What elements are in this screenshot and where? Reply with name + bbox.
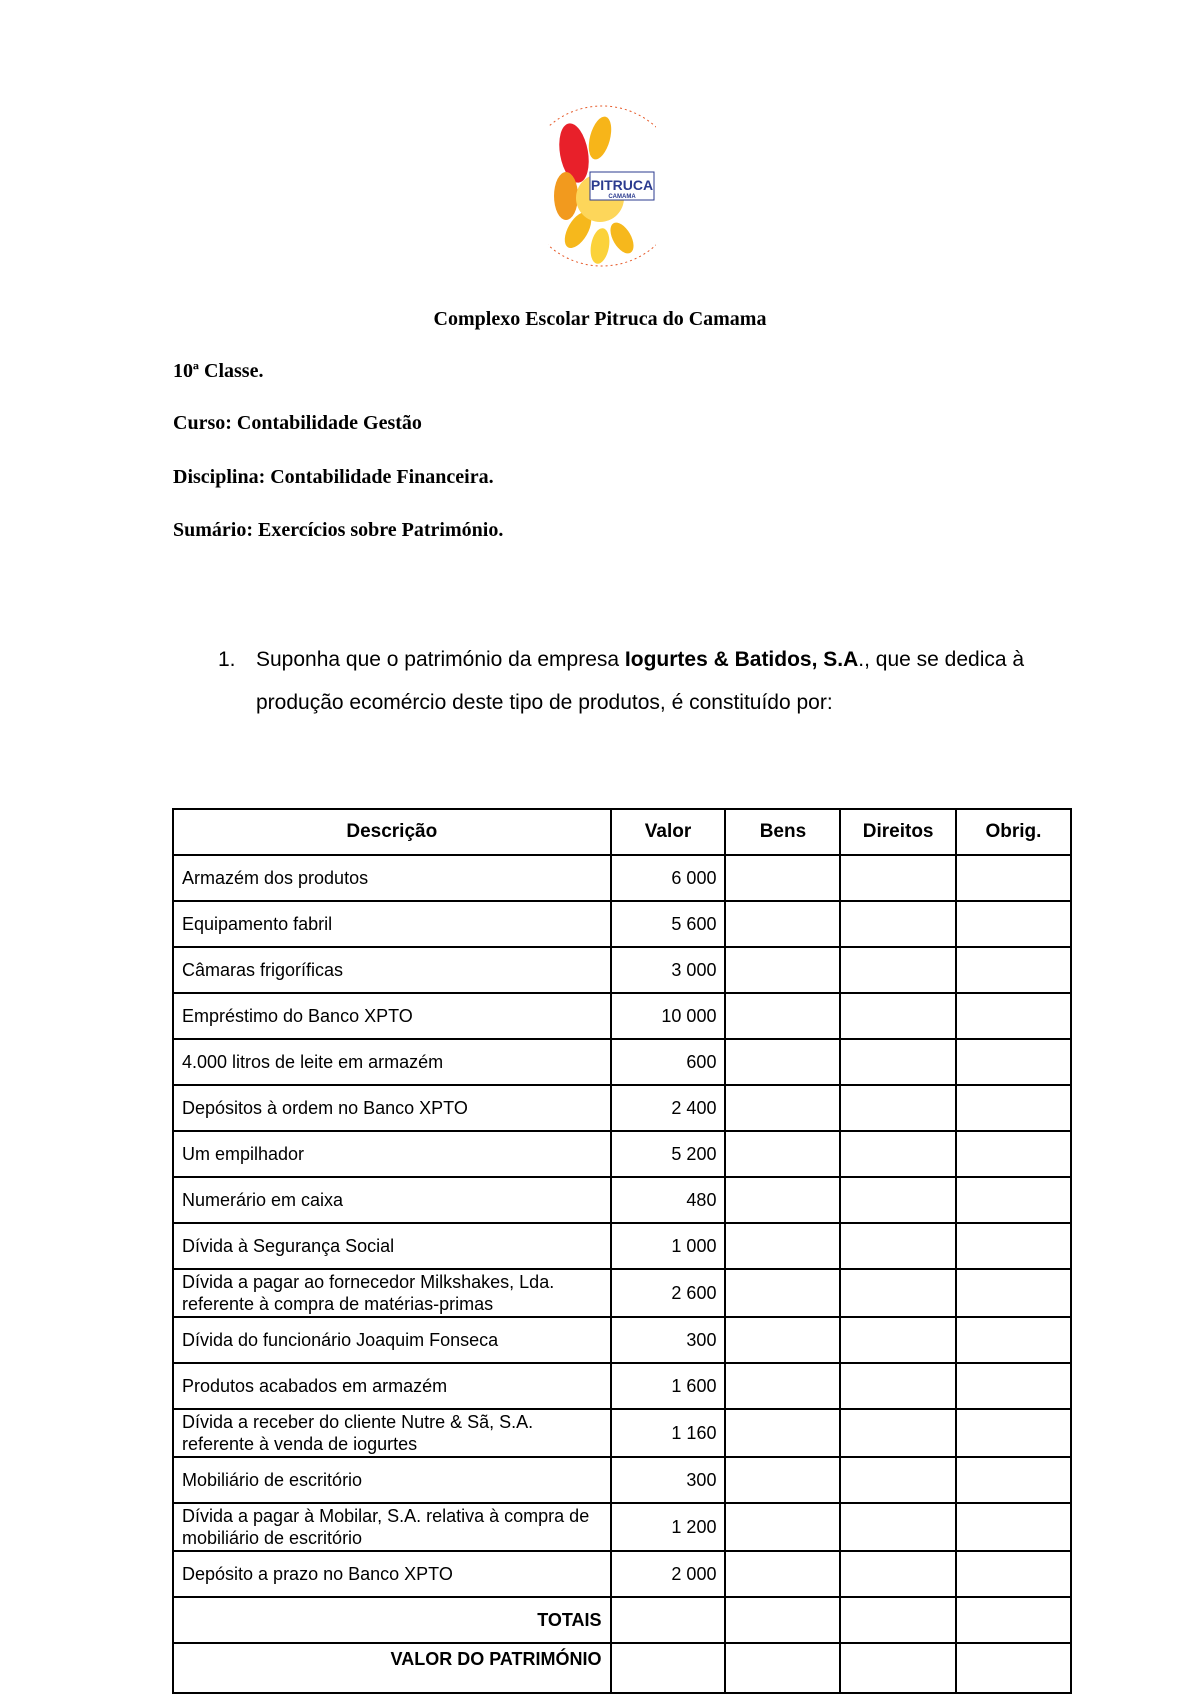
cell-obrig[interactable]	[956, 1177, 1071, 1223]
cell-bens[interactable]	[725, 947, 840, 993]
row-valor: 300	[611, 1317, 726, 1363]
cell-bens[interactable]	[725, 1503, 840, 1551]
cell-obrig[interactable]	[956, 1131, 1071, 1177]
row-desc: Equipamento fabril	[173, 901, 611, 947]
discipline-line: Disciplina: Contabilidade Financeira.	[173, 466, 494, 488]
class-line: 10ª Classe.	[173, 360, 264, 382]
header-direitos: Direitos	[840, 809, 955, 855]
cell-bens[interactable]	[725, 1551, 840, 1597]
row-desc: Dívida a pagar ao fornecedor Milkshakes, Lda. referente à compra de matérias-primas	[173, 1269, 611, 1317]
table-row	[173, 1177, 1071, 1223]
school-name: Complexo Escolar Pitruca do Camama	[433, 308, 767, 330]
row-valor: 600	[611, 1039, 726, 1085]
cell-bens[interactable]	[725, 1085, 840, 1131]
table-row	[173, 947, 1071, 993]
cell-bens[interactable]	[725, 1457, 840, 1503]
table-row	[173, 1409, 1071, 1457]
patrimony-direitos[interactable]	[840, 1643, 955, 1693]
cell-bens[interactable]	[725, 1039, 840, 1085]
cell-direitos[interactable]	[840, 1363, 955, 1409]
row-valor: 1 200	[611, 1503, 726, 1551]
table-row	[173, 1503, 1071, 1551]
table-row	[173, 901, 1071, 947]
cell-bens[interactable]	[725, 993, 840, 1039]
header-descricao: Descrição	[173, 809, 611, 855]
cell-obrig[interactable]	[956, 855, 1071, 901]
cell-obrig[interactable]	[956, 1085, 1071, 1131]
cell-bens[interactable]	[725, 1269, 840, 1317]
patrimony-value-row	[173, 1643, 1071, 1693]
cell-direitos[interactable]	[840, 1503, 955, 1551]
logo-name: PITRUCA	[590, 177, 654, 193]
cell-bens[interactable]	[725, 1317, 840, 1363]
table-row	[173, 1085, 1071, 1131]
row-desc: 4.000 litros de leite em armazém	[173, 1039, 611, 1085]
summary-line: Sumário: Exercícios sobre Património.	[173, 519, 504, 541]
table-row	[173, 1039, 1071, 1085]
cell-bens[interactable]	[725, 1177, 840, 1223]
row-desc: Dívida a receber do cliente Nutre & Sã, S.A. referente à venda de iogurtes	[173, 1409, 611, 1457]
cell-direitos[interactable]	[840, 1409, 955, 1457]
cell-obrig[interactable]	[956, 993, 1071, 1039]
row-valor: 2 400	[611, 1085, 726, 1131]
row-valor: 1 000	[611, 1223, 726, 1269]
row-valor: 6 000	[611, 855, 726, 901]
row-valor: 1 160	[611, 1409, 726, 1457]
row-desc: Numerário em caixa	[173, 1177, 611, 1223]
row-valor: 3 000	[611, 947, 726, 993]
patrimony-bens[interactable]	[725, 1643, 840, 1693]
table-row	[173, 1551, 1071, 1597]
patrimony-table	[172, 808, 1072, 1694]
cell-direitos[interactable]	[840, 1131, 955, 1177]
row-desc: Depósitos à ordem no Banco XPTO	[173, 1085, 611, 1131]
cell-direitos[interactable]	[840, 993, 955, 1039]
cell-bens[interactable]	[725, 1409, 840, 1457]
row-valor: 300	[611, 1457, 726, 1503]
row-valor: 1 600	[611, 1363, 726, 1409]
cell-obrig[interactable]	[956, 1503, 1071, 1551]
row-desc: Empréstimo do Banco XPTO	[173, 993, 611, 1039]
cell-obrig[interactable]	[956, 1551, 1071, 1597]
logo-sub: CAMAMA	[608, 194, 636, 200]
cell-direitos[interactable]	[840, 1551, 955, 1597]
table-row	[173, 1317, 1071, 1363]
totals-label: TOTAIS	[173, 1597, 611, 1643]
row-valor: 2 000	[611, 1551, 726, 1597]
row-desc: Produtos acabados em armazém	[173, 1363, 611, 1409]
cell-direitos[interactable]	[840, 1317, 955, 1363]
header-valor: Valor	[611, 809, 726, 855]
cell-direitos[interactable]	[840, 1223, 955, 1269]
cell-direitos[interactable]	[840, 947, 955, 993]
cell-bens[interactable]	[725, 1223, 840, 1269]
table-row	[173, 1457, 1071, 1503]
row-valor: 480	[611, 1177, 726, 1223]
course-line: Curso: Contabilidade Gestão	[173, 412, 422, 434]
row-desc: Dívida do funcionário Joaquim Fonseca	[173, 1317, 611, 1363]
table-row	[173, 1363, 1071, 1409]
header-obrig: Obrig.	[956, 809, 1071, 855]
cell-direitos[interactable]	[840, 855, 955, 901]
table-row	[173, 1131, 1071, 1177]
cell-obrig[interactable]	[956, 1269, 1071, 1317]
row-desc: Um empilhador	[173, 1131, 611, 1177]
totals-obrig[interactable]	[956, 1597, 1071, 1643]
totals-valor[interactable]	[611, 1597, 726, 1643]
row-desc: Armazém dos produtos	[173, 855, 611, 901]
cell-obrig[interactable]	[956, 1457, 1071, 1503]
cell-obrig[interactable]	[956, 1039, 1071, 1085]
cell-obrig[interactable]	[956, 901, 1071, 947]
cell-obrig[interactable]	[956, 947, 1071, 993]
cell-bens[interactable]	[725, 901, 840, 947]
row-desc: Mobiliário de escritório	[173, 1457, 611, 1503]
row-desc: Dívida à Segurança Social	[173, 1223, 611, 1269]
cell-bens[interactable]	[725, 1363, 840, 1409]
cell-obrig[interactable]	[956, 1363, 1071, 1409]
cell-bens[interactable]	[725, 1131, 840, 1177]
school-logo	[548, 98, 656, 274]
exercise-post: ., que se dedica à produção ecomércio deste tipo de produtos, é constituído por:	[256, 648, 1025, 714]
cell-direitos[interactable]	[840, 1177, 955, 1223]
patrimony-valor[interactable]	[611, 1643, 726, 1693]
table-header-row	[173, 809, 1071, 855]
table-row	[173, 855, 1071, 901]
row-desc: Dívida a pagar à Mobilar, S.A. relativa à compra de mobiliário de escritório	[173, 1503, 611, 1551]
cell-obrig[interactable]	[956, 1223, 1071, 1269]
exercise-pre: Suponha que o património da empresa	[256, 648, 625, 671]
row-valor: 5 600	[611, 901, 726, 947]
row-valor: 5 200	[611, 1131, 726, 1177]
exercise-text	[256, 638, 1036, 724]
cell-direitos[interactable]	[840, 1085, 955, 1131]
totals-bens[interactable]	[725, 1597, 840, 1643]
cell-direitos[interactable]	[840, 1039, 955, 1085]
row-desc: Depósito a prazo no Banco XPTO	[173, 1551, 611, 1597]
cell-direitos[interactable]	[840, 1269, 955, 1317]
totals-row	[173, 1597, 1071, 1643]
exercise-number: 1.	[218, 648, 236, 671]
cell-obrig[interactable]	[956, 1409, 1071, 1457]
cell-direitos[interactable]	[840, 901, 955, 947]
patrimony-obrig[interactable]	[956, 1643, 1071, 1693]
cell-direitos[interactable]	[840, 1457, 955, 1503]
table-row	[173, 1269, 1071, 1317]
row-valor: 2 600	[611, 1269, 726, 1317]
row-desc: Câmaras frigoríficas	[173, 947, 611, 993]
table-row	[173, 1223, 1071, 1269]
header-bens: Bens	[725, 809, 840, 855]
totals-direitos[interactable]	[840, 1597, 955, 1643]
patrimony-label: VALOR DO PATRIMÓNIO	[173, 1643, 611, 1693]
table-row	[173, 993, 1071, 1039]
cell-obrig[interactable]	[956, 1317, 1071, 1363]
company-name: Iogurtes & Batidos, S.A	[624, 648, 859, 671]
row-valor: 10 000	[611, 993, 726, 1039]
cell-bens[interactable]	[725, 855, 840, 901]
